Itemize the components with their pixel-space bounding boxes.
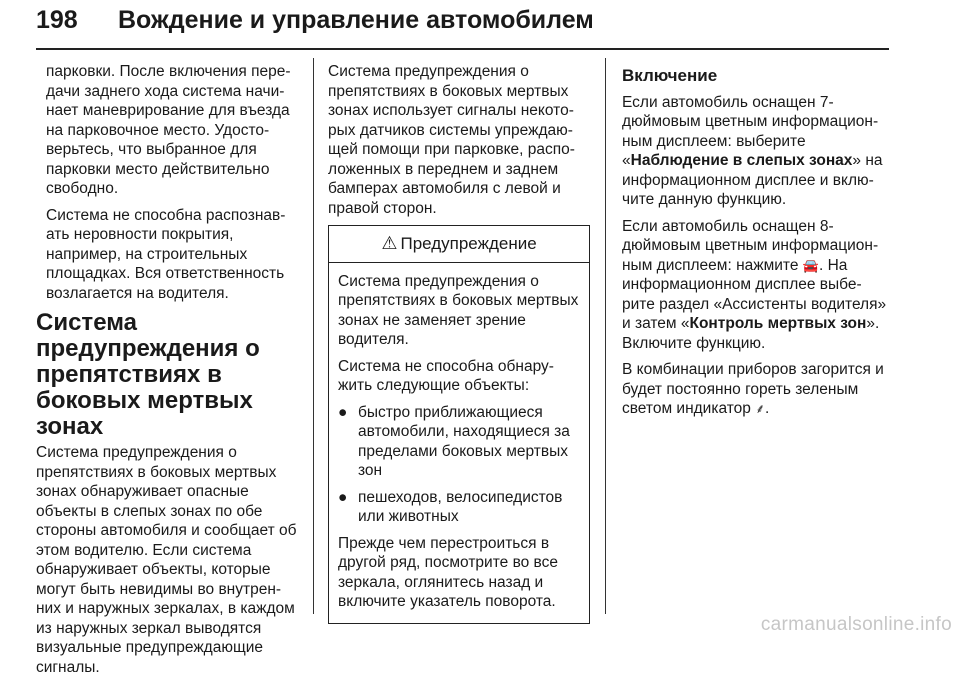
warning-title: Предупреждение: [400, 234, 537, 253]
column-left: [36, 62, 298, 684]
warning-header: [329, 226, 589, 263]
text-span: В комбинации приборов загорится и будет постоянно гореть зеленым светом индикатор: [622, 361, 884, 417]
subheading-activation: Включение: [622, 66, 718, 85]
text-span: ». Включите функцию.: [622, 315, 880, 352]
text-span: Если автомобиль оснащен 7-дюймовым цветным информационным дисплеем: выберите «: [622, 93, 879, 169]
warning-paragraph-3: Прежде чем перестроиться в другой ряд, посмотрите во все зеркала, оглянитесь назад и включите указатель поворота.: [338, 534, 558, 610]
warning-body: [329, 263, 589, 623]
column-right: [622, 62, 888, 426]
page-header: [36, 4, 889, 48]
continued-paragraph-1: парковки. После включения передачи заднего хода система начинает маневрирование для въезда на парковочное место. Удостоверьтесь, что выбранное для парковки место действительно свободно.: [46, 63, 291, 197]
list-item-text: быстро приближающиеся автомобили, находящиеся за пределами боковых мертвых зон: [358, 403, 570, 479]
warning-triangle-icon: ⚠: [381, 233, 398, 253]
blind-spot-indicator-icon: ⸙: [755, 401, 765, 416]
bullet-icon: ●: [338, 403, 348, 421]
column-divider-2: [605, 58, 606, 614]
menu-item-name: Контроль мертвых зон: [689, 315, 867, 332]
text-span: Если автомобиль оснащен 8-дюймовым цветным информационным дисплеем: нажмите: [622, 217, 879, 274]
warning-paragraph-1: Система предупреждения о препятствиях в боковых мертвых зонах не заменяет зрение водителя.: [338, 272, 579, 348]
warning-paragraph-2: Система не способна обнаружить следующие объекты:: [338, 357, 554, 394]
warning-bullet-list: [338, 403, 580, 527]
column-middle: [328, 62, 590, 624]
warning-box: [328, 225, 590, 624]
list-item-text: пешеходов, велосипедистов или животных: [358, 488, 563, 525]
section-paragraph: Система предупреждения о препятствиях в боковых мертвых зонах обнаруживает опасные объекты в слепых зонах по обе стороны автомобиля и сообщает об этом водителю. Если система обнаруживает объекты, которые могут быть невидимы во внутренних и наружных зеркалах, в каждом из наружных зеркал выводятся визуальные предупреждающие сигналы.: [36, 444, 297, 676]
activation-paragraph-3: [622, 360, 888, 419]
activation-paragraph-2: [622, 217, 888, 354]
car-icon: 🚘: [802, 257, 819, 273]
list-item: [338, 488, 580, 527]
menu-item-name: Наблюдение в слепых зонах: [630, 152, 853, 169]
watermark: carmanualsonline.info: [760, 614, 952, 635]
page-number: 198: [36, 6, 78, 34]
column-divider-1: [313, 58, 314, 614]
section-heading: Система предупреждения о препятствиях в боковых мертвых зонах: [36, 309, 260, 440]
text-span: .: [764, 400, 770, 417]
list-item: [338, 403, 580, 481]
continued-paragraph-2: Система не способна распознавать неровности покрытия, например, на строительных площадках. Вся ответственность возлагается на водителя.: [46, 206, 286, 302]
chapter-title: Вождение и управление автомобилем: [118, 6, 594, 34]
text-span: . На информационном дисплее выберите раздел «Ассистенты водителя» и затем «: [622, 256, 887, 332]
activation-paragraph-1: [622, 93, 888, 210]
text-span: » на информационном дисплее и включите данную функцию.: [622, 152, 883, 208]
header-rule: [36, 48, 889, 50]
intro-paragraph: Система предупреждения о препятствиях в боковых мертвых зонах использует сигналы некоторых датчиков системы упреждающей помощи при парковке, расположенных в переднем и заднем бамперах автомобиля с левой и правой сторон.: [328, 63, 575, 217]
bullet-icon: ●: [338, 488, 348, 506]
